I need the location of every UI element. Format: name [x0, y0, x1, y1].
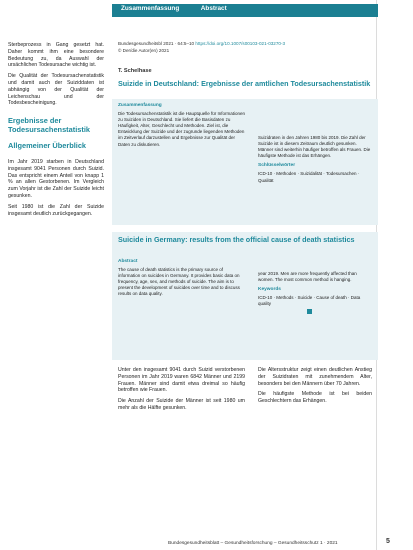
left-column [8, 42, 104, 221]
body-column-right [258, 367, 372, 409]
journal-footer: Bundesgesundheitsblatt – Gesundheitsforschung – Gesundheitsschutz 1 · 2021 [168, 541, 338, 546]
label: Schlüsselwörter [258, 163, 296, 169]
author: T. Schelhase [118, 68, 152, 74]
paragraph: Die Anzahl der Suizide der Männer ist seit 1980 um mehr als die Hälfte gesunken. [118, 398, 245, 411]
marker-square [307, 309, 312, 314]
paragraph: Die häufigste Methode ist bei beiden Geschlechtern das Erhängen. [258, 391, 372, 405]
paragraph: Die Todesursachenstatistik ist die Hauptquelle für Informationen zu Suiziden in Deutschland. Sie liefert die Basisdaten zu Häufigkeit, Alter, Geschlecht und Methoden. Ziel ist, die Entwicklung der Suizide und der zugrunde liegenden Methoden im Zeitverlauf darzustellen und Ergebnisse zur Qualität der Daten zu diskutieren. [118, 111, 245, 147]
paragraph: Unter den insgesamt 9041 durch Suizid verstorbenen Personen im Jahr 2019 waren 6842 Männer und 2199 Frauen. Männer sind damit etwa dreimal so häufig betroffen wie Frauen. [118, 367, 245, 394]
paragraph: Die Altersstruktur zeigt einen deutlichen Anstieg der Suizidraten mit zunehmendem Alter, besonders bei den Männern über 70 Jahren. [258, 367, 372, 387]
header-tabs [121, 5, 247, 12]
tab-abstract[interactable]: Abstract [200, 5, 227, 12]
label: Abstract [118, 259, 138, 264]
doi-link[interactable]: https://doi.org/10.1007/s00103-021-03270-3 [195, 41, 286, 46]
paragraph: The cause of death statistics is the primary source of information on suicides in Germany. It provides basic data on frequency, age, sex, and methods of suicide. The aim is to present the development of suicides over time and to discuss results on data quality. [118, 267, 240, 297]
section-heading: Ergebnisse der Todesursachenstatistik [8, 116, 91, 134]
paragraph: ICD-10 · Methods · Suicide · Cause of death · Data quality [258, 295, 361, 307]
paragraph: Suizidraten in den Jahren 1980 bis 2019. Die Zahl der Suizide ist in diesem Zeitraum deutlich gesunken. Männer sind weiterhin häufiger betroffen als Frauen. Die häufigste Methode ist das Erhängen. [258, 135, 371, 159]
copyright-line: © Der/die Autor(en) 2021 [118, 48, 170, 53]
label: Zusammenfassung [118, 103, 162, 108]
abstract-left [118, 259, 245, 302]
zusammenfassung-right [258, 135, 372, 188]
paragraph: year 2019. Men are more frequently affected than women. The most common method is hanging. [258, 271, 357, 283]
abstract-right [258, 271, 372, 311]
paragraph: Seit 1980 ist die Zahl der Suizide insgesamt deutlich zurückgegangen. [8, 203, 104, 217]
body-column-middle [118, 367, 245, 416]
title-german: Suizide in Deutschland: Ergebnisse der amtlichen Todesursachenstatistik [118, 79, 371, 88]
tab-zusammenfassung[interactable]: Zusammenfassung [121, 5, 180, 12]
page-number: 5 [386, 538, 390, 545]
paragraph: Die Qualität der Todesursachenstatistik und damit auch der Suiziddaten ist abhängig von der Qualität der Leichenschau und der Todesbescheinigung. [8, 73, 104, 107]
subsection-heading: Allgemeiner Überblick [8, 141, 87, 151]
zusammenfassung-left [118, 103, 245, 152]
paragraph: Sterbeprozess in Gang gesetzt hat. Daher kommt ihm eine besondere Bedeutung zu, da Auswahl der ursächlichen Todesursache wichtig ist. [8, 42, 104, 69]
label: Keywords [258, 287, 281, 293]
title-english: Suicide in Germany: results from the official cause of death statistics [118, 235, 355, 244]
citation-line: Bundesgesundheitsbl 2021 · 64:5–10 https://doi.org/10.1007/s00103-021-03270-3 [118, 41, 286, 46]
paragraph: Im Jahr 2019 starben in Deutschland insgesamt 9041 Personen durch Suizid. Das entspricht einem Anteil von knapp 1 % an allen Gestorbenen. Im Vergleich zum Vorjahr ist die Zahl der Suizide leicht gesunken. [8, 158, 104, 199]
paragraph: ICD-10 · Methoden · Suizidalität · Todesursachen · Qualität [258, 171, 360, 183]
